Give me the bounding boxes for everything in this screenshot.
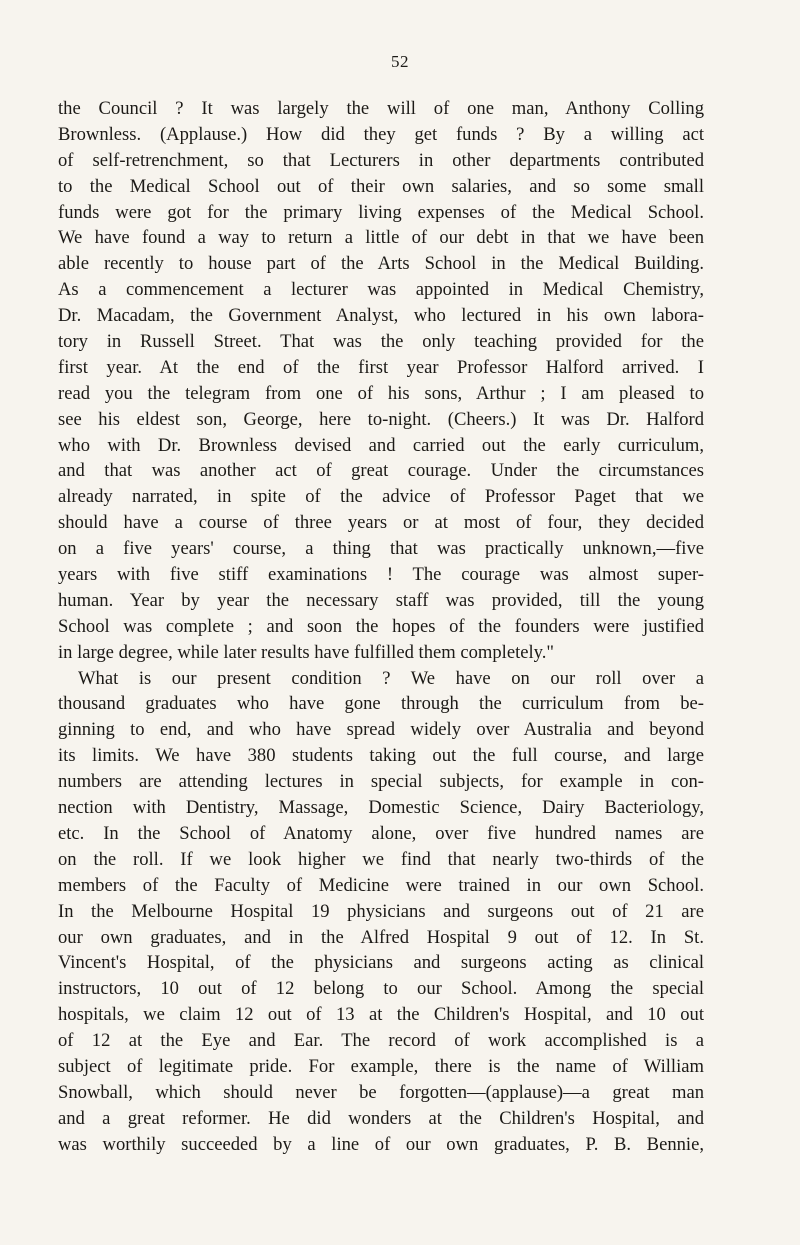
text-line: What is our present condition ? We have on our roll over a xyxy=(78,667,704,689)
text-line: and a great reformer. He did wonders at the Children's Hospital, and xyxy=(58,1107,704,1129)
text-line: School was complete ; and soon the hopes of the founders were justified xyxy=(58,615,704,637)
text-line: ginning to end, and who have spread widely over Australia and beyond xyxy=(58,719,704,741)
text-line: etc. In the School of Anatomy alone, over five hundred names are xyxy=(58,822,704,844)
text-line: In the Melbourne Hospital 19 physicians and surgeons out of 21 are xyxy=(58,900,704,922)
text-line: thousand graduates who have gone through the curriculum from be- xyxy=(58,693,704,715)
text-line: hospitals, we claim 12 out of 13 at the Children's Hospital, and 10 out xyxy=(58,1004,704,1026)
text-line: nection with Dentistry, Massage, Domestic Science, Dairy Bacteriology, xyxy=(58,797,704,819)
text-line: We have found a way to return a little of our debt in that we have been xyxy=(58,227,704,249)
text-line: instructors, 10 out of 12 belong to our School. Among the special xyxy=(58,978,704,1000)
text-line: in large degree, while later results have fulfilled them completely." xyxy=(58,641,555,663)
text-line: to the Medical School out of their own salaries, and so some small xyxy=(58,175,704,197)
text-line: on the roll. If we look higher we find that nearly two-thirds of the xyxy=(58,848,704,870)
page-number: 52 xyxy=(391,52,409,71)
text-line: Snowball, which should never be forgotten—(applause)—a great man xyxy=(58,1081,704,1103)
text-line: of 12 at the Eye and Ear. The record of work accomplished is a xyxy=(58,1030,704,1052)
text-line: Dr. Macadam, the Government Analyst, who lectured in his own labora- xyxy=(58,305,704,327)
text-line: funds were got for the primary living expenses of the Medical School. xyxy=(58,201,704,223)
text-line: Vincent's Hospital, of the physicians and surgeons acting as clinical xyxy=(58,952,704,974)
text-line: tory in Russell Street. That was the only teaching provided for the xyxy=(58,331,704,353)
text-line: numbers are attending lectures in special subjects, for example in con- xyxy=(58,771,704,793)
text-line: able recently to house part of the Arts School in the Medical Building. xyxy=(58,253,704,275)
text-line: human. Year by year the necessary staff was provided, till the young xyxy=(58,589,704,611)
text-line: on a five years' course, a thing that was practically unknown,—five xyxy=(58,538,704,560)
text-line: Brownless. (Applause.) How did they get funds ? By a willing act xyxy=(58,123,704,145)
text-line: our own graduates, and in the Alfred Hospital 9 out of 12. In St. xyxy=(58,926,704,948)
text-line: first year. At the end of the first year Professor Halford arrived. I xyxy=(58,356,704,378)
text-line: see his eldest son, George, here to-night. (Cheers.) It was Dr. Halford xyxy=(58,408,704,430)
text-line: As a commencement a lecturer was appointed in Medical Chemistry, xyxy=(58,279,704,301)
text-line: its limits. We have 380 students taking out the full course, and large xyxy=(58,745,704,767)
text-line: subject of legitimate pride. For example, there is the name of William xyxy=(58,1055,704,1077)
text-line: was worthily succeeded by a line of our own graduates, P. B. Bennie, xyxy=(58,1133,704,1155)
text-line: should have a course of three years or at most of four, they decided xyxy=(58,512,704,534)
text-line: already narrated, in spite of the advice of Professor Paget that we xyxy=(58,486,704,508)
text-line: and that was another act of great courage. Under the circumstances xyxy=(58,460,704,482)
text-line: the Council ? It was largely the will of one man, Anthony Colling xyxy=(58,98,704,119)
text-line: who with Dr. Brownless devised and carried out the early curriculum, xyxy=(58,434,704,456)
text-line: of self-retrenchment, so that Lecturers in other departments contributed xyxy=(58,149,704,171)
text-line: members of the Faculty of Medicine were trained in our own School. xyxy=(58,874,704,896)
text-line: read you the telegram from one of his sons, Arthur ; I am pleased to xyxy=(58,382,704,404)
text-line: years with five stiff examinations ! The courage was almost super- xyxy=(58,564,704,586)
body-text xyxy=(58,96,704,1158)
